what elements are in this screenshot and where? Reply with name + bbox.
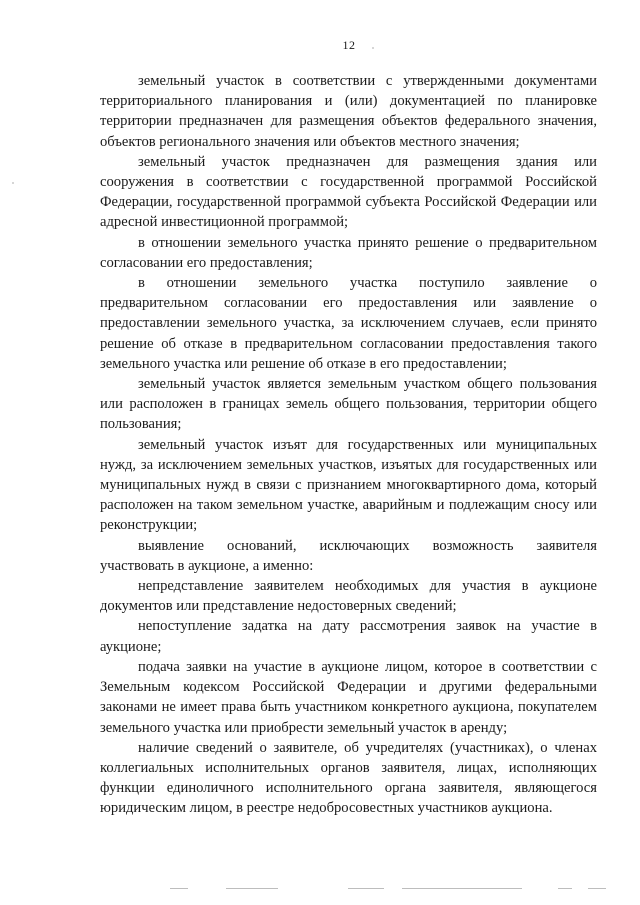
scan-mark [348,888,384,889]
scan-edge-marks [170,888,610,892]
scan-mark [170,888,188,889]
scan-mark [558,888,572,889]
paragraph: в отношении земельного участка принято решение о предварительном согласовании его предоставления; [100,234,597,271]
page-number: 12 [342,38,356,52]
scan-speck [372,47,374,49]
paragraph: в отношении земельного участка поступило заявление о предварительном согласовании его предоставления или заявление о предоставлении земельного участка, за исключением случаев, если принято решение об отказе в предварительном согласовании предоставления такого земельного участка или решение об отказе в его предоставлении; [100,275,597,372]
paragraph: земельный участок предназначен для размещения здания или сооружения в соответствии с государственной программой Российской Федерации, государственной программой субъекта Российской Федерации или адресной инвестиционной программой; [100,153,597,231]
paragraph: земельный участок является земельным участком общего пользования или расположен в границах земель общего пользования, территории общего пользования; [100,376,597,433]
paragraph: непоступление задатка на дату рассмотрения заявок на участие в аукционе; [100,618,597,655]
paragraph: земельный участок изъят для государственных или муниципальных нужд, за исключением земельных участков, изъятых для государственных или муниципальных нужд в связи с признанием многоквартирного дома, который расположен на таком земельном участке, аварийным и подлежащим сносу или реконструкции; [100,436,597,534]
document-body [100,71,597,819]
paragraph: наличие сведений о заявителе, об учредителях (участниках), о членах коллегиальных исполнительных органов заявителя, лицах, исполняющих функции единоличного исполнительного органа заявителя, являющегося юридическим лицом, в реестре недобросовестных участников аукциона. [100,739,597,817]
scan-speck [12,182,14,184]
scan-mark [226,888,278,889]
paragraph: непредставление заявителем необходимых для участия в аукционе документов или представление недостоверных сведений; [100,578,597,615]
paragraph: подача заявки на участие в аукционе лицом, которое в соответствии с Земельным кодексом Российской Федерации и другими федеральными законами не имеет права быть участником конкретного аукциона, покупателем земельного участка или приобрести земельный участок в аренду; [100,658,597,736]
paragraph: выявление оснований, исключающих возможность заявителя участвовать в аукционе, а именно: [100,537,597,574]
paragraph: земельный участок в соответствии с утвержденными документами территориального планирования и (или) документацией по планировке территории предназначен для размещения объектов федерального значения, объектов регионального значения или объектов местного значения; [100,73,597,150]
scan-mark [588,888,606,889]
scan-mark [402,888,522,889]
